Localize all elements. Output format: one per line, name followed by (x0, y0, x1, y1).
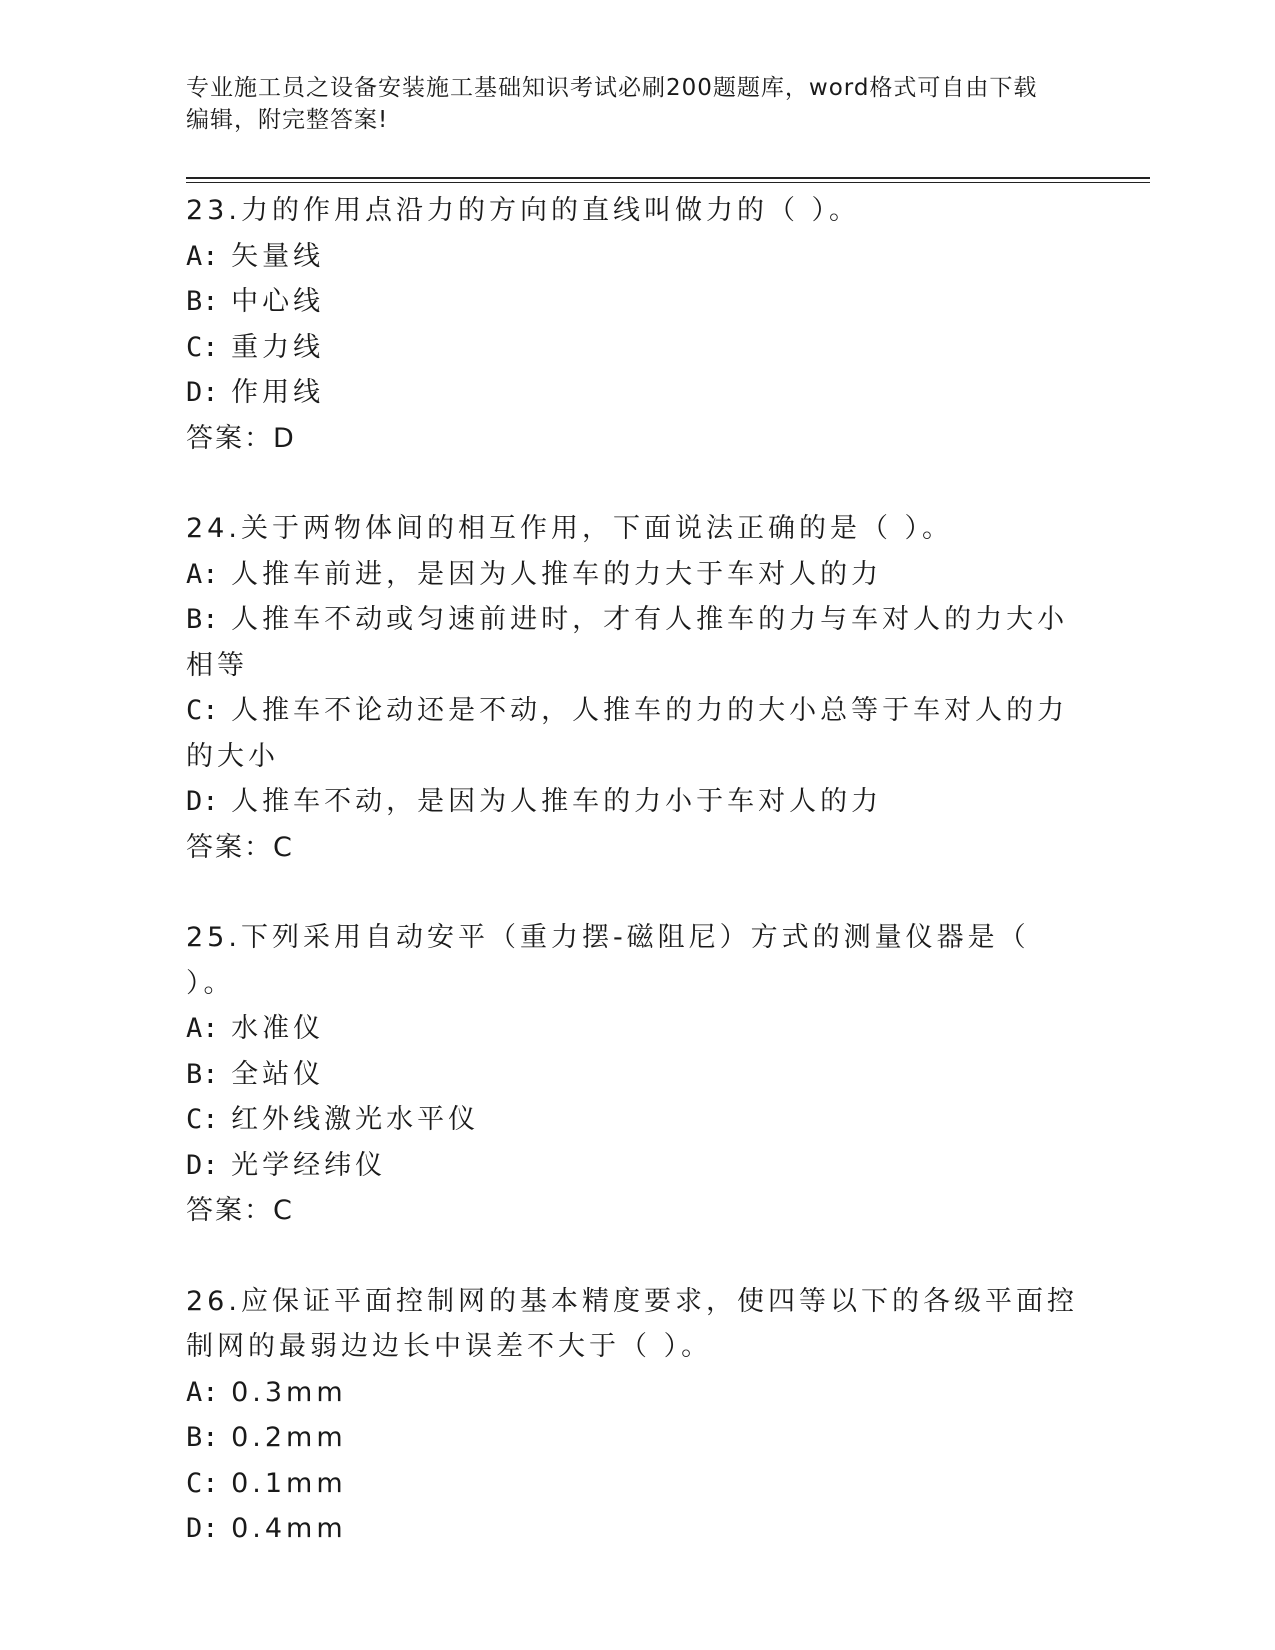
option-letter: A: (186, 240, 219, 272)
option-text: 人推车不动，是因为人推车的力小于车对人的力 (231, 786, 883, 817)
option-letter: B: (186, 1058, 219, 1090)
option-text: 中心线 (231, 286, 325, 317)
header-line-2: 编辑，附完整答案! (186, 107, 389, 133)
answer-option (186, 688, 1086, 779)
option-text: 人推车前进，是因为人推车的力大于车对人的力 (231, 558, 883, 590)
option-text: 人推车不动或匀速前进时，才有人推车的力与车对人的力大小相等 (186, 604, 1069, 681)
question-block (186, 1279, 1086, 1552)
document-header (186, 72, 1066, 136)
option-letter: C: (186, 695, 219, 726)
answer-key: 答案：C (186, 831, 294, 863)
answer-option (186, 370, 1086, 416)
option-letter: D: (186, 1149, 219, 1181)
answer-option (186, 597, 1086, 688)
answer-option (186, 1006, 1086, 1052)
answer-option (186, 1370, 1086, 1416)
option-text: 光学经纬仪 (231, 1149, 387, 1181)
question-stem: 23.力的作用点沿力的方向的直线叫做力的（ ）。 (186, 195, 861, 226)
question-list (186, 188, 1086, 1597)
option-letter: A: (186, 1013, 219, 1044)
option-text: 0.4mm (231, 1513, 347, 1544)
option-text: 矢量线 (231, 240, 325, 272)
option-text: 人推车不论动还是不动，人推车的力的大小总等于车对人的力的大小 (186, 695, 1069, 772)
option-text: 0.1mm (231, 1467, 347, 1499)
option-letter: A: (186, 1376, 219, 1408)
question-block (186, 188, 1086, 461)
answer-key: 答案：C (186, 1195, 294, 1226)
option-text: 水准仪 (231, 1013, 325, 1044)
option-letter: D: (186, 377, 219, 408)
question-stem: 26.应保证平面控制网的基本精度要求，使四等以下的各级平面控制网的最弱边边长中误差不大于（ ）。 (186, 1285, 1078, 1362)
option-letter: B: (186, 1422, 219, 1453)
option-text: 重力线 (231, 331, 325, 363)
question-stem: 24.关于两物体间的相互作用，下面说法正确的是（ ）。 (186, 513, 954, 544)
answer-option (186, 1461, 1086, 1507)
option-letter: B: (186, 286, 219, 317)
answer-option (186, 1506, 1086, 1552)
option-letter: C: (186, 1104, 219, 1135)
option-text: 作用线 (231, 377, 325, 408)
question-block (186, 915, 1086, 1234)
answer-option (186, 234, 1086, 280)
answer-option (186, 325, 1086, 371)
option-letter: B: (186, 604, 219, 635)
answer-option (186, 279, 1086, 325)
answer-key: 答案：D (186, 422, 296, 454)
question-block (186, 506, 1086, 870)
option-letter: C: (186, 1467, 219, 1499)
question-stem: 25.下列采用自动安平（重力摆-磁阻尼）方式的测量仪器是（ ）。 (186, 922, 1030, 999)
answer-option (186, 779, 1086, 825)
option-letter: D: (186, 1513, 219, 1544)
option-letter: D: (186, 786, 219, 817)
option-text: 0.3mm (231, 1376, 347, 1408)
option-letter: C: (186, 331, 219, 363)
header-line-1: 专业施工员之设备安装施工基础知识考试必刷200题题库，word格式可自由下载 (186, 75, 1038, 101)
option-text: 红外线激光水平仪 (231, 1104, 480, 1135)
option-text: 0.2mm (231, 1422, 347, 1453)
header-divider-thin (186, 182, 1150, 183)
option-letter: A: (186, 558, 219, 590)
header-divider-thick (186, 177, 1150, 179)
answer-option (186, 552, 1086, 598)
answer-option (186, 1143, 1086, 1189)
answer-option (186, 1415, 1086, 1461)
answer-option (186, 1097, 1086, 1143)
option-text: 全站仪 (231, 1058, 325, 1090)
answer-option (186, 1052, 1086, 1098)
